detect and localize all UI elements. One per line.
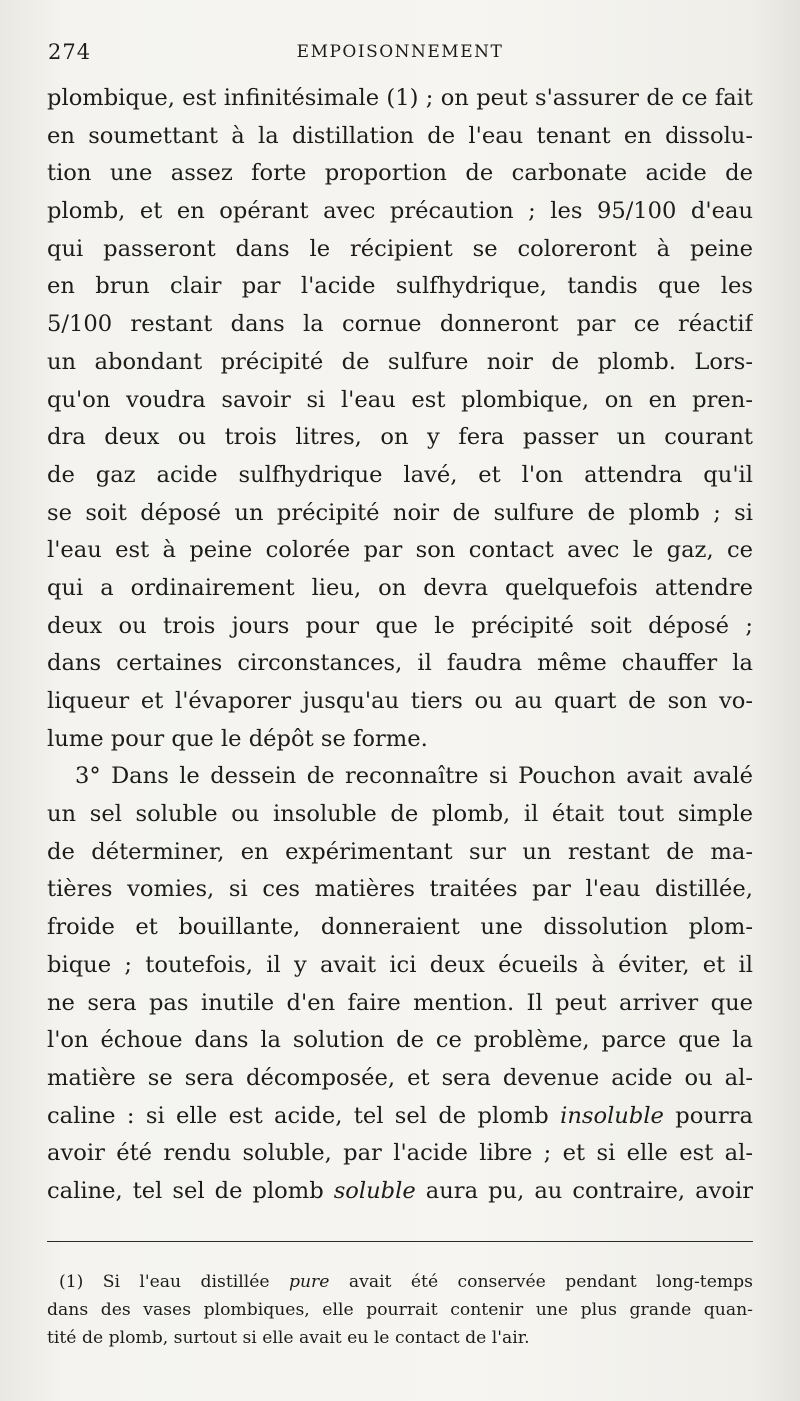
text-line: lume pour que le dépôt se forme. bbox=[47, 725, 428, 752]
text-line: de gaz acide sulfhydrique lavé, et l'on attendra qu'il bbox=[47, 461, 753, 488]
text-line: tion une assez forte proportion de carbonate acide de bbox=[47, 160, 753, 187]
text-line: liqueur et l'évaporer jusqu'au tiers ou au quart de son vo- bbox=[47, 688, 753, 714]
text-line: se soit déposé un précipité noir de sulfure de plomb ; si bbox=[47, 499, 753, 526]
text-line: bique ; toutefois, il y avait ici deux écueils à éviter, et il bbox=[47, 951, 753, 978]
text-line: de déterminer, en expérimentant sur un restant de ma- bbox=[47, 838, 753, 865]
italic-word: insoluble bbox=[560, 1102, 664, 1129]
text-line: froide et bouillante, donneraient une dissolution plom- bbox=[47, 914, 753, 941]
text-line: dra deux ou trois litres, on y fera passer un courant bbox=[47, 424, 753, 451]
italic-word: pure bbox=[288, 1272, 330, 1292]
text-line: en brun clair par l'acide sulfhydrique, tandis que les bbox=[47, 273, 753, 300]
text-segment: caline : si elle est acide, tel sel de plomb bbox=[47, 1102, 549, 1129]
text-line: qui passeront dans le récipient se coloreront à peine bbox=[47, 235, 753, 262]
text-line: un sel soluble ou insoluble de plomb, il était tout simple bbox=[47, 801, 753, 828]
text-line: tières vomies, si ces matières traitées par l'eau distillée, bbox=[47, 876, 753, 903]
text-line: 5/100 restant dans la cornue donneront par ce réactif bbox=[47, 311, 753, 338]
text-line: deux ou trois jours pour que le précipité soit déposé ; bbox=[47, 612, 753, 639]
text-line bbox=[47, 1173, 753, 1211]
text-line: ne sera pas inutile d'en faire mention. Il peut arriver que bbox=[47, 989, 753, 1016]
text-line: matière se sera décomposée, et sera devenue acide ou al- bbox=[47, 1064, 753, 1091]
text-line: en soumettant à la distillation de l'eau tenant en dissolu- bbox=[47, 122, 753, 149]
text-line: l'eau est à peine colorée par son contact avec le gaz, ce bbox=[47, 537, 753, 564]
text-line: un abondant précipité de sulfure noir de plomb. Lors- bbox=[47, 348, 753, 375]
text-line: qu'on voudra savoir si l'eau est plombique, on en pren- bbox=[47, 386, 753, 413]
text-line: avoir été rendu soluble, par l'acide libre ; et si elle est al- bbox=[47, 1140, 753, 1167]
page-number: 274 bbox=[48, 40, 92, 64]
footnote-line: dans des vases plombiques, elle pourrait contenir une plus grande quan- bbox=[47, 1300, 753, 1320]
text-line: dans certaines circonstances, il faudra même chauffer la bbox=[47, 650, 753, 677]
text-segment: caline, tel sel de plomb bbox=[47, 1177, 324, 1204]
footnote bbox=[47, 1268, 753, 1352]
text-line: 3° Dans le dessein de reconnaître si Pouchon avait avalé bbox=[75, 763, 753, 790]
italic-word: soluble bbox=[333, 1177, 416, 1204]
body-text bbox=[47, 80, 753, 1211]
text-line: l'on échoue dans la solution de ce problème, parce que la bbox=[47, 1027, 753, 1054]
text-line: plomb, et en opérant avec précaution ; les 95/100 d'eau bbox=[47, 198, 753, 225]
text-segment: avait été conservée pendant long-temps bbox=[348, 1272, 753, 1292]
page-header bbox=[48, 38, 752, 72]
running-head: EMPOISONNEMENT bbox=[296, 42, 504, 62]
footnote-line: tité de plomb, surtout si elle avait eu le contact de l'air. bbox=[47, 1328, 530, 1348]
text-line: qui a ordinairement lieu, on devra quelquefois attendre bbox=[47, 574, 753, 601]
footnote-line bbox=[47, 1268, 753, 1296]
text-line: plombique, est infinitésimale (1) ; on peut s'assurer de ce fait bbox=[47, 85, 753, 111]
text-segment: aura pu, au contraire, avoir bbox=[425, 1177, 753, 1204]
footnote-rule bbox=[47, 1241, 753, 1242]
text-line bbox=[47, 1098, 753, 1136]
text-segment: pourra bbox=[675, 1102, 753, 1129]
text-segment: (1) Si l'eau distillée bbox=[59, 1272, 270, 1292]
